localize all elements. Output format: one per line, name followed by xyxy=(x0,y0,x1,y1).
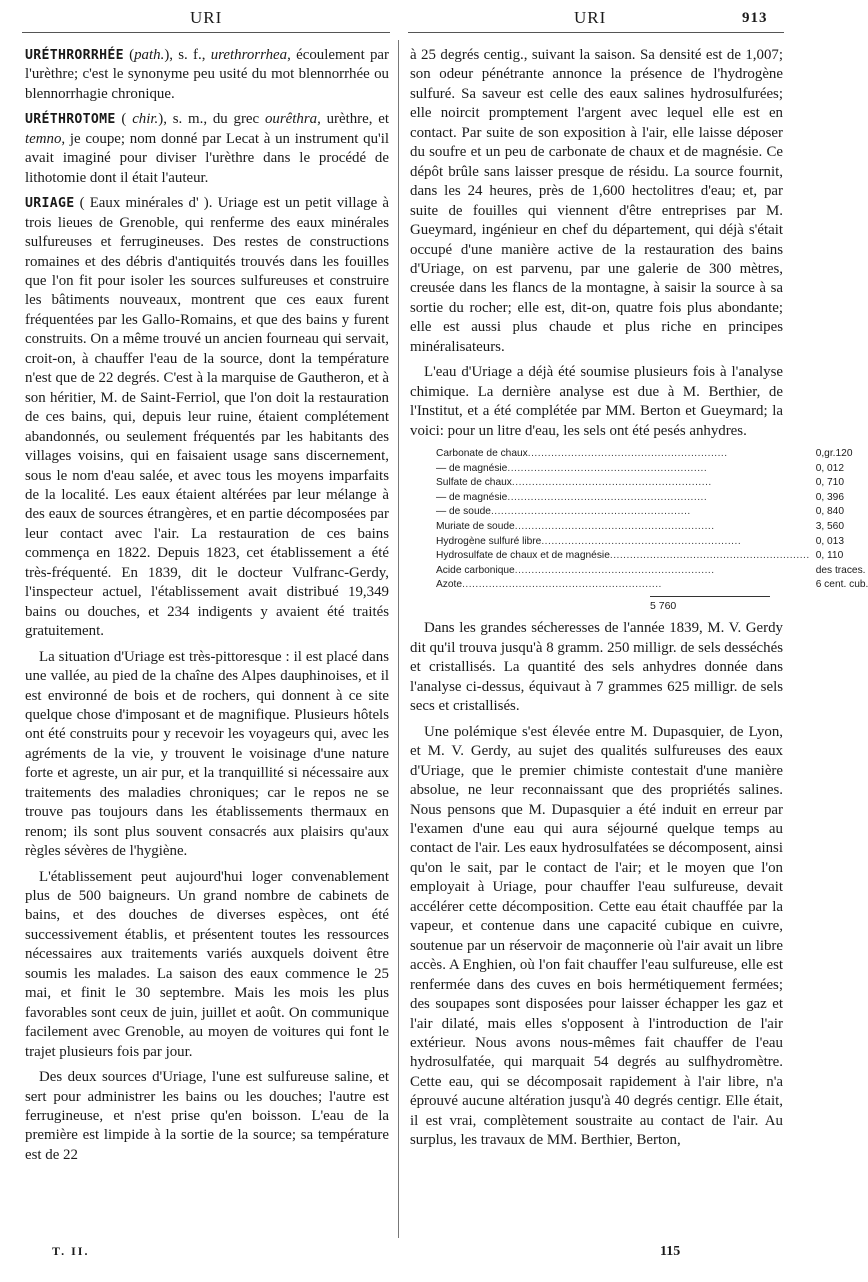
analysis-value: des traces. xyxy=(815,564,866,576)
leader-dots: ............................................................ xyxy=(507,491,708,503)
column-divider xyxy=(398,40,399,1238)
running-head-left: URI xyxy=(190,8,223,27)
paragraph-sources: Des deux sources d'Uriage, l'une est sulfureuse saline, et sert pour administrer les bains ou les douches; l'autre est ferrugineuse, et n'est prise qu'en boisson. L'eau de la première est limpide à la sortie de la source; sa température est de 22 xyxy=(25,1069,389,1163)
analysis-substance-name: Azote xyxy=(436,579,463,591)
analysis-substance-name: — de magnésie xyxy=(436,462,508,474)
entry-text: ), s. m., du grec xyxy=(158,111,265,128)
entry-urethrotome xyxy=(25,110,389,188)
entry-text: ( Eaux minérales d' ). Uriage est un petit village à trois lieues de Grenoble, qui renferme des eaux minérales sulfureuses et ferrugineuses. Des restes de constructions romaines et des débris d'antiquités trouvés dans les fouilles que l'on fit pour isoler les sources sulfureuses et construire les bâtiments nouveaux, montrent que ces eaux furent fréquentées par les Gallo-Romains, et que des bains y furent construits. On a même trouvé un ancien fourneau qui servait, croit-on, à chauffer l'eau de la source, dont la température n'est que de 22 degrés. C'est à la marquise de Gautheron, et à son héritier, M. de Saint-Ferriol, que l'on doit la restauration de ces bains, qui, depuis leur ruine, étaient complétement abandonnés, ou seulement fréquentés par les habitants des villages voisins, qui en faisaient usage sans discernement, sous le nom d'eau salée, et avec tous les moyens imparfaits de la localité. Les eaux étaient altérées par leur mélange à des eaux de sources étrangères, et en partie décomposées par leur contact avec l'air. La restauration de ces bains commença en 1822. Depuis 1823, cet établissement a été très-fréquenté. En 1839, dit le docteur Vulfranc-Gerdy, l'inspecteur actuel, l'établissement avait distribué 19,349 bains ou douches, et 234 indigents y avaient été traités gratuitement. xyxy=(25,195,389,640)
running-head-right: URI xyxy=(574,8,607,27)
entry-greek: temno xyxy=(25,130,62,147)
analysis-value: 0, 110 xyxy=(815,550,844,562)
left-column xyxy=(25,46,389,1171)
analysis-value: 6 cent. cub. xyxy=(815,579,868,591)
entry-text: , je coupe; nom donné par Lecat à un instrument qu'il avait imaginé pour diviser l'urèthre dans le procédé de lithotomie dont il était l'auteur. xyxy=(25,130,389,186)
analysis-row xyxy=(436,476,868,491)
analysis-substance xyxy=(436,549,810,564)
total-rule xyxy=(650,596,770,597)
analysis-value: 0, 012 xyxy=(815,462,845,474)
analysis-row xyxy=(436,549,868,564)
analysis-substance xyxy=(436,578,810,593)
entry-urethrorrhee xyxy=(25,46,389,104)
analysis-substance-name: Sulfate de chaux xyxy=(436,477,512,489)
leader-dots: ............................................................ xyxy=(462,579,662,591)
header-rule-left xyxy=(22,32,390,33)
entry-latin: urethrorrhea xyxy=(210,47,288,63)
paragraph-etablissement: L'établissement peut aujourd'hui loger convenablement plus de 500 baigneurs. Un grand nombre de cabinets de bains, et des douches de diverses espèces, ont été successivement établis, et présentent toutes les ressources nécessaires aux traitements variés auxquels doivent être soumis les malades. La saison des eaux commence le 25 mai, et finit le 30 septembre. Mais les mois les plus favorables sont ceux de juin, juillet et août. On communique facilement avec Grenoble, au moyen de voitures qui font le trajet plusieurs fois par jour. xyxy=(25,868,389,1060)
entry-abbrev: chir. xyxy=(132,111,159,128)
analysis-substance xyxy=(436,476,810,491)
entry-text: ( xyxy=(123,47,135,63)
entry-headword: URÉTHRORRHÉE xyxy=(25,48,124,63)
leader-dots: ............................................................ xyxy=(490,506,691,518)
analysis-total-value: 5 760 xyxy=(650,600,677,612)
analysis-row xyxy=(436,505,868,520)
analysis-substance-name: — de soude xyxy=(436,506,491,518)
analysis-value: 0, 840 xyxy=(815,506,845,518)
analysis-substance xyxy=(436,535,810,550)
analysis-row xyxy=(436,462,868,477)
analysis-table xyxy=(436,447,868,593)
analysis-row xyxy=(436,535,868,550)
entry-abbrev: path. xyxy=(134,47,165,63)
leader-dots: ............................................................ xyxy=(609,550,810,562)
analysis-row xyxy=(436,491,868,506)
analysis-substance xyxy=(436,491,810,506)
leader-dots: ............................................................ xyxy=(507,462,708,474)
entry-greek: ourêthra xyxy=(264,111,318,128)
paragraph-polemique: Une polémique s'est élevée entre M. Dupasquier, de Lyon, et M. V. Gerdy, au sujet des qualités sulfureuses des eaux d'Uriage, que le premier chimiste contestait d'une manière absolue, ne leur reconnaissant que des propriétés salines. Nous pensons que M. Dupasquier a été induit en erreur par l'examen d'une eau qui aura séjourné quelque temps au contact de l'air. Les eaux hydrosulfatées se décomposent, ainsi qu'on le sait, par le contact de l'air; et le moyen que l'on employait à Uriage, pour chauffer l'eau sulfureuse, devait accélérer cette décomposition. Cette eau était chauffée par la vapeur, et contenue dans une capacité cubique en cuivre, soutenue par un réservoir de maçonnerie où l'air avait un libre accès. A Enghien, où l'on fait chauffer l'eau sulfureuse, elle est renfermée dans des cuves en bois hermétiquement fermées; des soupapes sont disposées pour laisser échapper les gaz et l'air dilaté, mais elles s'opposent à l'introduction de l'air extérieur. Nous avons nous-mêmes fait chauffer de l'eau hydrosulfatée, qui marquait 54 degrés au sulfhydromètre. Cette eau, qui se décomposait rapidement à l'air libre, n'a éprouvé aucune altération jusqu'à 40 degrés centigr. Elle était, il est vrai, complètement soustraite au contact de l'air. Au surplus, les travaux de MM. Berthier, Berton, xyxy=(410,723,783,1149)
analysis-value: 0, 396 xyxy=(815,491,845,503)
paragraph-situation: La situation d'Uriage est très-pittoresque : il est placé dans une vallée, au pied de la chaîne des Alpes dauphinoises, et il est environné de bois et de rochers, qui donnent à ce site quelque chose d'imposant et de magnifique. Plusieurs hôtels ont été construits pour y recevoir les voyageurs qui, avec les agréments de la vie, y trouvent le voisinage d'une nature forte et agreste, un air pur, et la tranquillité si nécessaire aux traitements des maladies chroniques; car le repos ne se trouve pas toujours dans les établissements thermaux en renom; ils sont plus souvent consacrés aux plaisirs qu'aux règles sévères de l'hygiène. xyxy=(25,648,389,860)
entry-headword: URÉTHROTOME xyxy=(25,112,116,128)
analysis-total xyxy=(650,597,783,616)
leader-dots: ............................................................ xyxy=(514,521,715,533)
volume-mark: T. II. xyxy=(52,1244,90,1258)
page-number: 913 xyxy=(742,10,768,26)
analysis-substance-name: Hydrogène sulfuré libre xyxy=(436,535,542,547)
analysis-substance-name: — de magnésie xyxy=(436,491,508,503)
analysis-substance xyxy=(436,462,810,477)
analysis-value: 3, 560 xyxy=(815,521,845,533)
entry-text: , écoulement par l'urèthre; c'est le synonyme peu usité du mot blennorrhée ou blennorrhagie chronique. xyxy=(25,47,390,102)
entry-text: ( xyxy=(115,111,133,128)
paragraph-secheresses: Dans les grandes sécheresses de l'année 1839, M. V. Gerdy dit qu'il trouva jusqu'à 8 gramm. 250 milligr. de sels desséchés et cristallisés. La quantité des sels anhydres donnée dans l'analyse ci-dessus, équivaut à 7 grammes 625 milligr. de sels secs et cristallisés. xyxy=(410,620,783,715)
analysis-substance-name: Acide carbonique xyxy=(436,564,515,576)
analysis-substance xyxy=(436,564,810,579)
entry-text: ), s. f., xyxy=(164,47,211,63)
leader-dots: ............................................................ xyxy=(527,448,728,460)
paragraph-analyse: L'eau d'Uriage a déjà été soumise plusieurs fois à l'analyse chimique. La dernière analyse est due à M. Berthier, de l'Institut, et a été complétée par MM. Berton et Gueymard; la voici: pour un litre d'eau, les sels ont été pesés anhydres. xyxy=(410,364,783,439)
leader-dots: ............................................................ xyxy=(541,535,742,547)
paragraph-continuation: à 25 degrés centig., suivant la saison. Sa densité est de 1,007; son odeur pénétrante annonce la présence de l'hydrogène sulfuré. Sa saveur est celle des eaux salines hydrosulfurées; elle noircit promptement l'argent avec lequel elle est en contact. Par suite de son exposition à l'air, elle laisse déposer du soufre et un peu de carbonate de chaux et de magnésie. Ce dépôt brûle sans laisser presque de résidu. La source fournit, dans les 24 heures, près de 1,600 hectolitres d'eau; et, par suite de fouilles qui viennent d'être entreprises par M. Gueymard, ingénieur en chef du département, qui déjà s'était occupé d'une manière active de la restauration des bains d'Uriage, on est parvenu, par une galerie de 300 mètres, creusée dans les flancs de la montagne, à saisir la source à sa sortie du rocher; elle est, dit-on, quatre fois plus abondante; elle est aussi plus chaude et plus riche en principes minéralisateurs. xyxy=(410,47,783,355)
signature-mark: 115 xyxy=(660,1244,681,1259)
analysis-substance xyxy=(436,520,810,535)
leader-dots: ............................................................ xyxy=(514,564,715,576)
analysis-row xyxy=(436,447,868,462)
analysis-row xyxy=(436,520,868,535)
analysis-row xyxy=(436,564,868,579)
entry-text: , urèthre, et xyxy=(317,111,389,128)
entry-uriage xyxy=(25,194,389,641)
analysis-substance-name: Hydrosulfate de chaux et de magnésie xyxy=(436,550,610,562)
right-column xyxy=(410,46,868,1157)
analysis-substance-name: Carbonate de chaux xyxy=(436,448,528,460)
analysis-value: 0,gr.120 xyxy=(815,448,853,460)
analysis-row xyxy=(436,578,868,593)
analysis-value: 0, 710 xyxy=(815,477,845,489)
header-rule-right xyxy=(408,32,784,33)
analysis-substance-name: Muriate de soude xyxy=(436,521,515,533)
analysis-substance xyxy=(436,447,810,462)
analysis-substance xyxy=(436,505,810,520)
analysis-value: 0, 013 xyxy=(815,535,845,547)
entry-headword: URIAGE xyxy=(25,196,75,212)
leader-dots: ............................................................ xyxy=(511,477,712,489)
